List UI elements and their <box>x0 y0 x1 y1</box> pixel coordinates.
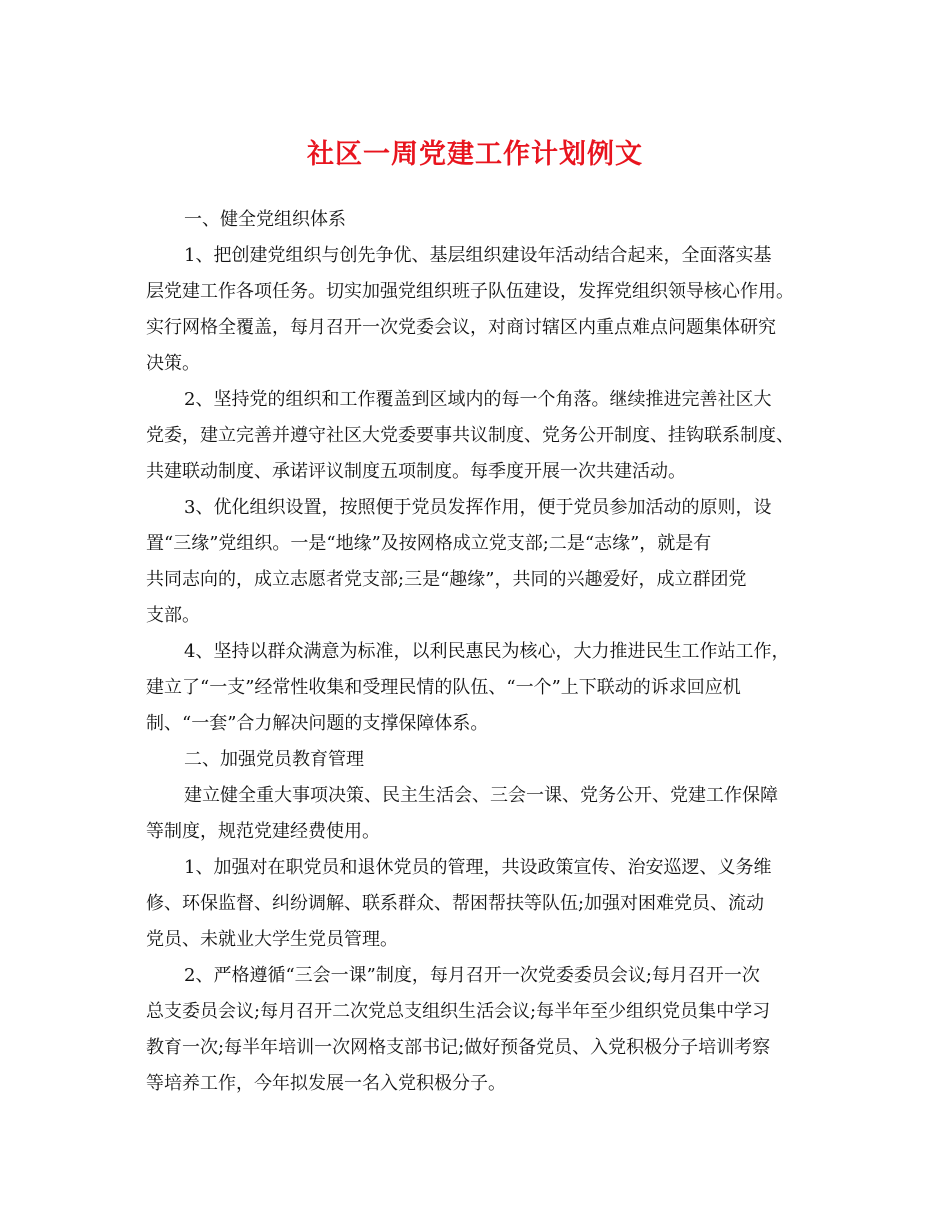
text-line: 修、环保监督、纠纷调解、联系群众、帮困帮扶等队伍;加强对困难党员、流动 <box>146 893 765 914</box>
text-line: 建立了“一支”经常性收集和受理民情的队伍、“一个”上下联动的诉求回应机 <box>146 677 741 698</box>
text-line: 2、坚持党的组织和工作覆盖到区域内的每一个角落。继续推进完善社区大 <box>184 389 772 410</box>
text-line: 1、加强对在职党员和退休党员的管理，共设政策宣传、治安巡逻、义务维 <box>184 857 772 878</box>
text-line: 等培养工作，今年拟发展一名入党积极分子。 <box>146 1073 506 1094</box>
text-line: 党员、未就业大学生党员管理。 <box>146 929 398 950</box>
text-line: 实行网格全覆盖，每月召开一次党委会议，对商讨辖区内重点难点问题集体研究 <box>146 317 776 338</box>
text-line: 支部。 <box>146 605 200 626</box>
text-line: 制、“一套”合力解决问题的支撑保障体系。 <box>146 713 489 734</box>
document-body <box>146 202 816 1102</box>
text-line: 层党建工作各项任务。切实加强党组织班子队伍建设，发挥党组织领导核心作用。 <box>146 281 794 302</box>
text-line: 2、严格遵循“三会一课”制度，每月召开一次党委委员会议;每月召开一次 <box>184 965 760 986</box>
text-line: 3、优化组织设置，按照便于党员发挥作用，便于党员参加活动的原则，设 <box>184 497 772 518</box>
text-line: 建立健全重大事项决策、民主生活会、三会一课、党务公开、党建工作保障 <box>184 785 778 806</box>
text-line: 4、坚持以群众满意为标准，以利民惠民为核心，大力推进民生工作站工作， <box>184 641 790 662</box>
text-line: 决策。 <box>146 353 200 374</box>
text-line: 二、加强党员教育管理 <box>184 749 364 770</box>
text-line: 教育一次;每半年培训一次网格支部书记;做好预备党员、入党积极分子培训考察 <box>146 1037 771 1058</box>
text-line: 置“三缘”党组织。一是“地缘”及按网格成立党支部;二是“志缘”，就是有 <box>146 533 712 554</box>
text-line: 共建联动制度、承诺评议制度五项制度。每季度开展一次共建活动。 <box>146 461 686 482</box>
text-line: 1、把创建党组织与创先争优、基层组织建设年活动结合起来，全面落实基 <box>184 245 772 266</box>
text-line: 等制度，规范党建经费使用。 <box>146 821 380 842</box>
text-line: 共同志向的，成立志愿者党支部;三是“趣缘”，共同的兴趣爱好，成立群团党 <box>146 569 747 590</box>
text-line: 总支委员会议;每月召开二次党总支组织生活会议;每半年至少组织党员集中学习 <box>146 1001 771 1022</box>
text-line: 一、健全党组织体系 <box>184 209 346 230</box>
text-line: 党委，建立完善并遵守社区大党委要事共议制度、党务公开制度、挂钩联系制度、 <box>146 425 794 446</box>
document-title: 社区一周党建工作计划例文 <box>307 139 643 170</box>
